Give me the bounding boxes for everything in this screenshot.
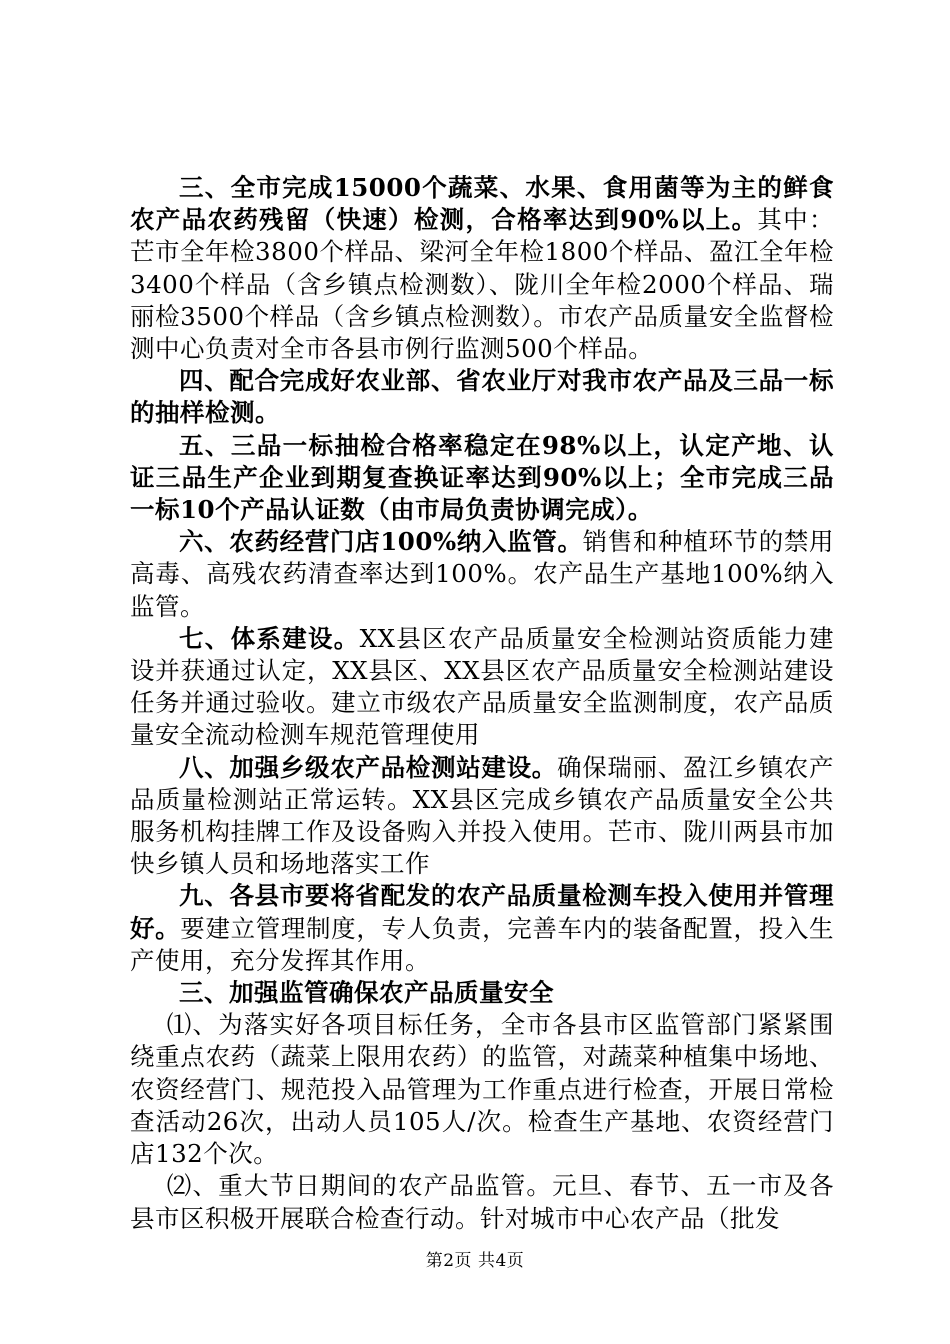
- paragraph-body: 确保瑞丽、盈江乡镇农产品质量检测站正常运转。XX县区完成乡镇农产品质量安全公共服务机构挂牌工作及设备购入并投入使用。芒市、陇川两县市加快乡镇人员和场地落实工作: [130, 752, 834, 879]
- sub-paragraph-2: ⑵、重大节日期间的农产品监管。元旦、春节、五一市及各县市区积极开展联合检查行动。针对城市中心农产品（批发: [130, 1171, 834, 1233]
- paragraph-8: [130, 752, 834, 881]
- sub-paragraph-1: ⑴、为落实好各项目标任务，全市各县市区监管部门紧紧围绕重点农药（蔬菜上限用农药）的监管，对蔬菜种植集中场地、农资经营门、规范投入品管理为工作重点进行检查，开展日常检查活动26次，出动人员105人/次。检查生产基地、农资经营门店132个次。: [130, 1010, 834, 1169]
- paragraph-body: XX县区农产品质量安全检测站资质能力建设并获通过认定，XX县区、XX县区农产品质量安全检测站建设任务并通过验收。建立市级农产品质量安全监测制度，农产品质量安全流动检测车规范管理使用: [130, 623, 834, 750]
- paragraph-4: [130, 365, 834, 429]
- paragraph-5: [130, 430, 834, 527]
- page-footer: 第2页 共4页: [425, 1251, 525, 1271]
- paragraph-body: 其中：芒市全年检3800个样品、梁河全年检1800个样品、盈江全年检3400个样品（含乡镇点检测数）、陇川全年检2000个样品、瑞丽检3500个样品（含乡镇点检测数）。市农产品质量安全监督检测中心负责对全市各县市例行监测500个样品。: [130, 205, 835, 364]
- paragraph-body: 销售和种植环节的禁用高毒、高残农药清查率达到100%。农产品生产基地100%纳入监管。: [130, 527, 835, 621]
- section-heading: 三、加强监管确保农产品质量安全: [179, 978, 554, 1008]
- paragraph-7: [130, 623, 834, 752]
- paragraph-lead: 七、体系建设。: [179, 623, 360, 653]
- paragraph-9: [130, 880, 834, 977]
- paragraph-lead: 四、配合完成好农业部、省农业厅对我市农产品及三品一标的抽样检测。: [130, 366, 834, 428]
- paragraph-3: [130, 172, 834, 365]
- paragraph-lead: 六、农药经营门店100%纳入监管。: [179, 527, 583, 557]
- paragraph-body: 要建立管理制度，专人负责，完善车内的装备配置，投入生产使用，充分发挥其作用。: [130, 913, 834, 975]
- paragraph-6: [130, 526, 834, 623]
- document-body: [130, 172, 834, 1235]
- paragraph-lead: 五、三品一标抽检合格率稳定在98%以上，认定产地、认证三品生产企业到期复查换证率达到90%以上；全市完成三品一标10个产品认证数（由市局负责协调完成）。: [130, 430, 834, 525]
- paragraph-lead: 三、全市完成15000个蔬菜、水果、食用菌等为主的鲜食农产品农药残留（快速）检测，合格率达到90%以上。: [130, 173, 834, 235]
- paragraph-lead: 八、加强乡级农产品检测站建设。: [179, 752, 557, 782]
- paragraph-lead: 九、各县市要将省配发的农产品质量检测车投入使用并管理好。: [130, 881, 834, 943]
